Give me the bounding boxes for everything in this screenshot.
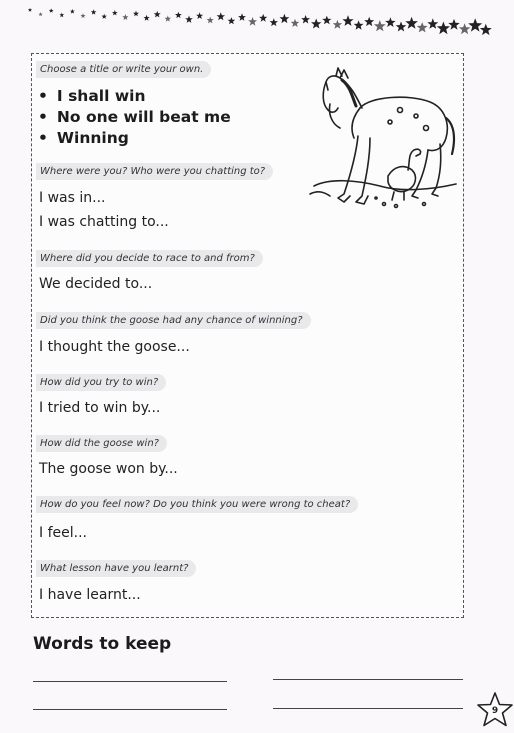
answer-starter: I tried to win by... [39, 400, 161, 416]
border-star-icon [238, 13, 246, 20]
title-option: • I shall win [38, 86, 231, 107]
question-prompt: How do you feel now? Do you think you were wrong to cheat? [36, 496, 358, 513]
border-star-icon [291, 19, 300, 27]
border-star-icon [49, 8, 54, 12]
border-star-icon [468, 18, 482, 31]
border-star-icon [437, 22, 450, 35]
title-prompt: Choose a title or write your own. [36, 61, 211, 78]
answer-starter: I have learnt... [39, 587, 141, 603]
page-number: 9 [491, 706, 499, 716]
border-star-icon [364, 17, 374, 26]
border-star-icon [228, 17, 236, 24]
question-prompt: How did the goose win? [36, 435, 167, 452]
writing-line[interactable] [273, 708, 463, 709]
answer-starter: I was in... [39, 190, 106, 206]
words-to-keep-heading: Words to keep [33, 634, 172, 654]
border-star-icon [270, 18, 278, 26]
border-star-icon [405, 17, 418, 29]
border-star-icon [427, 18, 438, 29]
border-star-icon [448, 19, 459, 30]
question-prompt: Where were you? Who were you chatting to? [36, 163, 273, 180]
question-prompt: Where did you decide to race to and from? [36, 250, 263, 267]
border-star-icon [480, 24, 492, 35]
border-star-icon [112, 10, 118, 15]
border-star-icon [154, 11, 161, 18]
border-star-icon [59, 13, 64, 18]
border-star-icon [217, 12, 225, 20]
answer-starter: We decided to... [39, 276, 153, 292]
border-star-icon [385, 17, 395, 27]
border-star-icon [122, 14, 128, 20]
border-star-icon [417, 22, 428, 32]
border-star-icon [354, 20, 364, 29]
question-prompt: How did you try to win? [36, 374, 166, 391]
answer-starter: The goose won by... [39, 461, 178, 477]
border-star-icon [165, 15, 172, 21]
border-star-icon [144, 15, 150, 21]
writing-line[interactable] [33, 709, 227, 710]
border-star-icon [196, 12, 203, 19]
border-star-icon [38, 12, 42, 16]
border-star-icon [248, 17, 257, 26]
border-star-icon [70, 9, 75, 14]
border-star-icon [333, 20, 342, 29]
title-option: • Winning [38, 128, 231, 149]
border-star-icon [259, 14, 267, 22]
border-star-icon [322, 16, 331, 25]
border-star-icon [81, 13, 86, 18]
star-border-decoration [0, 0, 514, 40]
border-star-icon [102, 14, 107, 19]
answer-starter: I feel... [39, 525, 87, 541]
border-star-icon [311, 19, 321, 29]
border-star-icon [396, 22, 407, 32]
horse-and-goose-illustration [300, 66, 460, 214]
border-star-icon [91, 9, 97, 14]
border-star-icon [133, 11, 139, 17]
border-star-icon [301, 15, 310, 24]
border-star-icon [280, 14, 290, 23]
writing-line[interactable] [33, 681, 227, 682]
border-star-icon [207, 17, 214, 24]
question-prompt: What lesson have you learnt? [36, 560, 196, 577]
border-star-icon [374, 20, 386, 31]
answer-starter: I was chatting to... [39, 214, 169, 230]
border-star-icon [185, 16, 193, 23]
border-star-icon [28, 8, 32, 12]
title-options-list [38, 86, 231, 149]
border-star-icon [175, 12, 182, 18]
question-prompt: Did you think the goose had any chance of winning? [36, 312, 311, 329]
border-star-icon [342, 15, 353, 26]
border-star-icon [459, 23, 471, 34]
writing-line[interactable] [273, 679, 463, 680]
title-option: • No one will beat me [38, 107, 231, 128]
answer-starter: I thought the goose... [39, 339, 190, 355]
